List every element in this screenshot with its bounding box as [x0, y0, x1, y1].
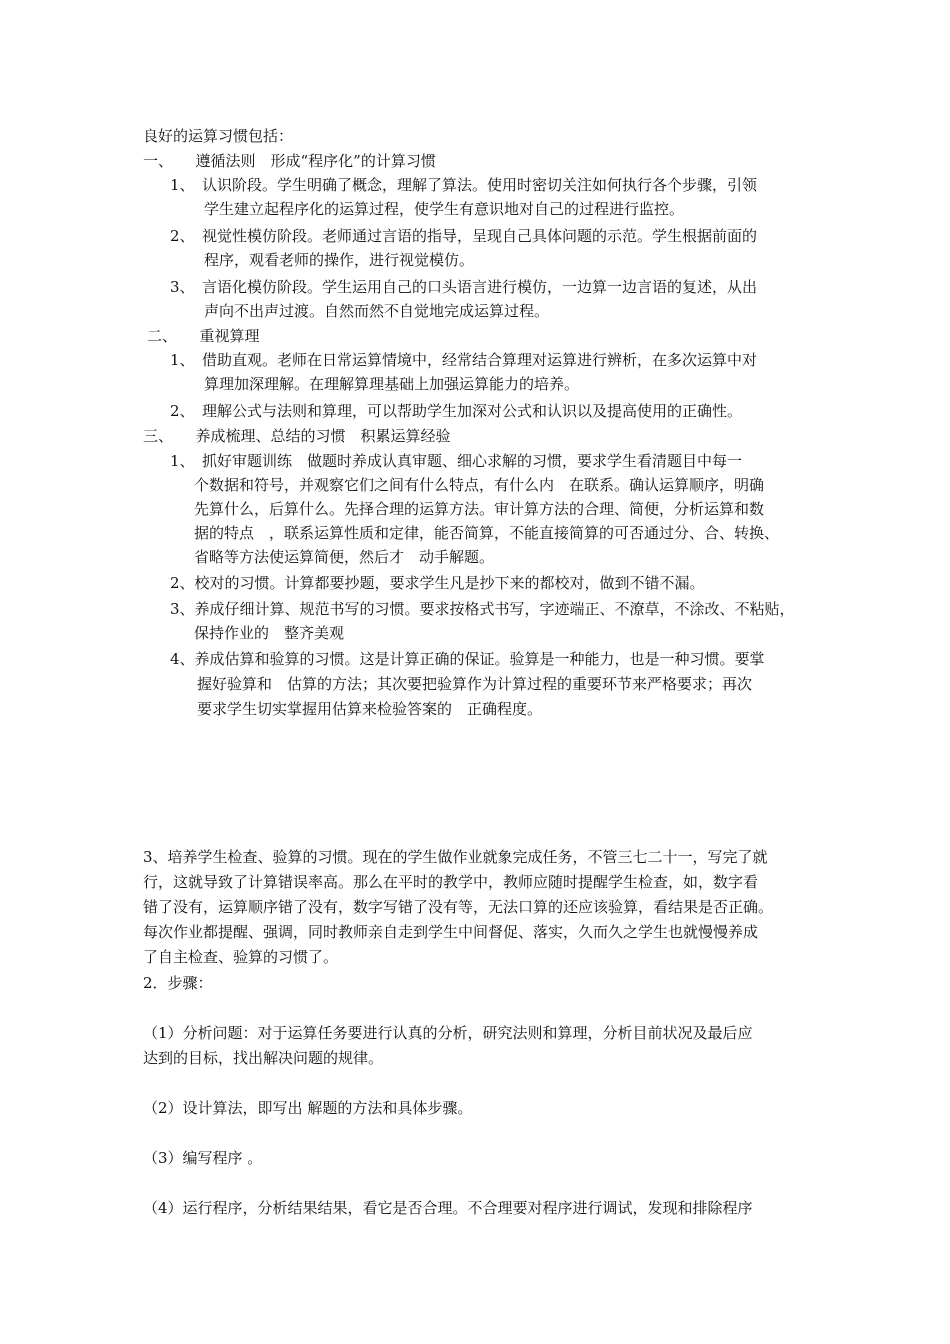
- para-3-line-1: 3、培养学生检查、验算的习惯。现在的学生做作业就象完成任务，不管三七二十一，写完了就: [143, 848, 768, 866]
- section-1-item-1-line-2: 学生建立起程序化的运算过程，使学生有意识地对自己的过程进行监控。: [204, 200, 685, 218]
- section-3-item-3-line-2: 保持作业的 整齐美观: [194, 624, 345, 642]
- section-1-item-3-line-1: 3、 言语化模仿阶段。学生运用自己的口头语言进行模仿，一边算一边言语的复述，从出: [170, 278, 758, 296]
- step-3-line: （3）编写程序 。: [143, 1149, 263, 1167]
- para-3-line-2: 行，这就导致了计算错误率高。那么在平时的教学中，教师应随时提醒学生检查，如，数字看: [143, 873, 759, 891]
- section-3-item-1-line-4: 据的特点 ，联系运算性质和定律，能否简算，不能直接简算的可否通过分、合、转换、: [194, 524, 780, 542]
- section-1-item-2-line-2: 程序，观看老师的操作，进行视觉模仿。: [204, 251, 475, 269]
- section-3-item-2-line-1: 2、校对的习惯。计算都要抄题，要求学生凡是抄下来的都校对，做到不错不漏。: [170, 574, 705, 592]
- section-1-item-1-line-1: 1、 认识阶段。学生明确了概念，理解了算法。使用时密切关注如何执行各个步骤，引领: [170, 176, 758, 194]
- step-1-line-2: 达到的目标，找出解决问题的规律。: [143, 1049, 384, 1067]
- para-3-line-5: 了自主检查、验算的习惯了。: [143, 948, 339, 966]
- section-2-item-1-line-2: 算理加深理解。在理解算理基础上加强运算能力的培养。: [204, 375, 580, 393]
- section-3-item-1-line-3: 先算什么，后算什么。先择合理的运算方法。审计算方法的合理、简便，分析运算和数: [194, 500, 765, 518]
- step-2-line: （2）设计算法，即写出 解题的方法和具体步骤。: [143, 1099, 473, 1117]
- section-3-item-1-line-5: 省略等方法使运算简便，然后才 动手解题。: [194, 548, 495, 566]
- para-3-line-3: 错了没有，运算顺序错了没有，数字写错了没有等，无法口算的还应该验算，看结果是否正确。: [143, 898, 774, 916]
- section-1-item-2-line-1: 2、 视觉性模仿阶段。老师通过言语的指导，呈现自己具体问题的示范。学生根据前面的: [170, 227, 758, 245]
- intro-line: 良好的运算习惯包括：: [143, 127, 294, 145]
- section-3-item-1-line-1: 1、 抓好审题训练 做题时养成认真审题、细心求解的习惯，要求学生看清题目中每一: [170, 452, 743, 470]
- section-1-heading: 一、 遵循法则 形成“程序化”的计算习惯: [143, 152, 436, 170]
- step-4-line: （4）运行程序，分析结果结果，看它是否合理。不合理要对程序进行调试，发现和排除程序: [143, 1199, 753, 1217]
- section-3-item-1-line-2: 个数据和符号，并观察它们之间有什么特点，有什么内 在联系。确认运算顺序，明确: [194, 476, 765, 494]
- section-3-item-3-line-1: 3、养成仔细计算、规范书写的习惯。要求按格式书写，字迹端正、不潦草，不涂改、不粘贴，: [170, 600, 795, 618]
- step-1-line-1: （1）分析问题：对于运算任务要进行认真的分析，研究法则和算理，分析目前状况及最后应: [143, 1024, 753, 1042]
- section-3-item-4-line-1: 4、养成估算和验算的习惯。这是计算正确的保证。验算是一种能力，也是一种习惯。要掌: [170, 650, 765, 668]
- steps-heading: 2．步骤：: [143, 974, 213, 992]
- para-3-line-4: 每次作业都提醒、强调，同时教师亲自走到学生中间督促、落实，久而久之学生也就慢慢养成: [143, 923, 759, 941]
- section-2-item-2-line-1: 2、 理解公式与法则和算理，可以帮助学生加深对公式和认识以及提高使用的正确性。: [170, 402, 743, 420]
- section-3-item-4-line-3: 要求学生切实掌握用估算来检验答案的 正确程度。: [197, 700, 543, 718]
- section-1-item-3-line-2: 声向不出声过渡。自然而然不自觉地完成运算过程。: [204, 302, 550, 320]
- section-3-heading: 三、 养成梳理、总结的习惯 积累运算经验: [143, 427, 451, 445]
- section-2-item-1-line-1: 1、 借助直观。老师在日常运算情境中，经常结合算理对运算进行辨析，在多次运算中对: [170, 351, 758, 369]
- section-3-item-4-line-2: 握好验算和 估算的方法；其次要把验算作为计算过程的重要环节来严格要求；再次: [197, 675, 753, 693]
- section-2-heading: 二、 重视算理: [147, 327, 260, 345]
